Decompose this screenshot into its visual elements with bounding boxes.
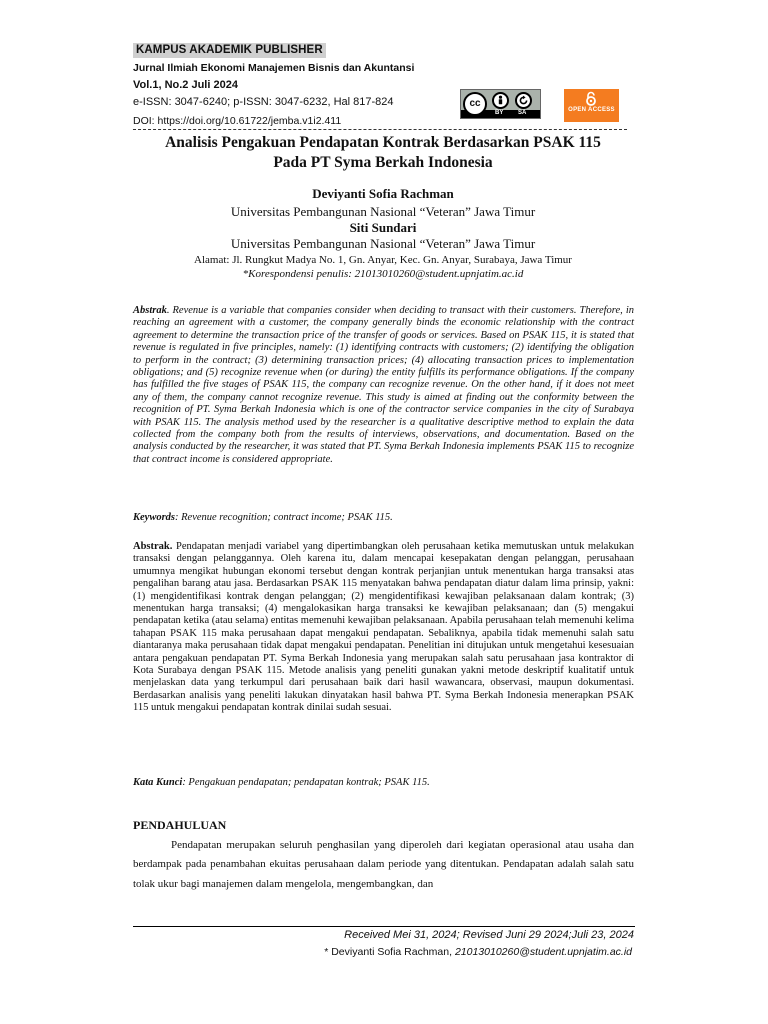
keywords-en-label: Keywords xyxy=(133,512,175,523)
sa-share-alike-icon xyxy=(515,92,532,109)
by-attribution-icon xyxy=(492,92,509,109)
footer-author-email[interactable]: 21013010260@student.upnjatim.ac.id xyxy=(454,946,632,958)
keywords-id-text: : Pengakuan pendapatan; pendapatan kontrak; PSAK 115. xyxy=(182,777,430,788)
open-access-label: OPEN ACCESS xyxy=(568,107,615,113)
author-address: Alamat: Jl. Rungkut Madya No. 1, Gn. Anyar, Kec. Gn. Anyar, Surabaya, Jawa Timur xyxy=(194,254,572,266)
abstract-id-label: Abstrak. xyxy=(133,541,173,552)
abstract-en-label: Abstrak xyxy=(133,305,167,316)
abstract-en-text: . Revenue is a variable that companies consider when deciding to transact with their customers. Therefore, in reaching an agreement with a customer, the company generally binds the economic relationship with the contract agreement to determine the transaction price of the transfer of goods or services. Based on PSAK 115, it is stated that revenue is regulated in five principles, namely: (1) identifying contracts with customers; (2) identifying the obligation to perform in the contract; (3) determining transaction prices; (4) allocating transaction prices to implementation obligations; and (5) recognize revenue when (or during) the entity fulfills its performance obligations. If the company has fulfilled the five stages of PSAK 115, the company can recognize revenue. On the other hand, if it does not meet any of them, the company cannot recognize revenue. This study is aimed at finding out the conformity between the recognition of PT. Syma Berkah Indonesia which is one of the contractor service companies in the city of Surabaya with PSAK 115. The analysis method used by the researcher is a qualitative descriptive method to explain the data collected from the company both from the results of interviews, observations, and documentation. Based on the analysis conducted by the researcher, it was stated that PT. Syma Berkah Indonesia implements PSAK 115 to recognize that contract income is considered appropriate. xyxy=(133,305,634,465)
footer-divider xyxy=(133,926,635,927)
title-line-1: Analisis Pengakuan Pendapatan Kontrak Berdasarkan PSAK 115 xyxy=(165,134,601,151)
journal-name: Jurnal Ilmiah Ekonomi Manajemen Bisnis dan Akuntansi xyxy=(133,62,415,74)
footer-author-contact xyxy=(133,946,632,958)
keywords-indonesian xyxy=(133,777,634,788)
author-name-1: Deviyanti Sofia Rachman xyxy=(312,186,454,201)
abstract-id-text: Pendapatan menjadi variabel yang dipertimbangkan oleh perusahaan ketika memutuskan untuk melakukan transaksi dengan pelanggannya. Oleh karena itu, dalam mencapai kesepakatan dengan pelanggan, perusahaan umumnya mengikat hubungan ekonomi tersebut dengan kontrak perjanjian untuk menentukan harga transaksi atas pengalihan barang atau jasa. Berdasarkan PSAK 115 menyatakan bahwa pendapatan diatur dalam lima prinsip, yakni: (1) mengidentifikasi kontrak dengan pelanggan; (2) mengidentifikasi kewajiban pelaksanaan dalam kontrak; (3) menentukan harga transaksi; (4) mengalokasikan harga transaksi ke kewajiban pelaksanaan; dan (5) mengakui pendapatan ketika (atau selama) entitas memenuhi kewajiban pelaksanaan. Apabila perusahaan telah memenuhi kelima tahapan PSAK 115 maka perusahaan dapat mengakui pendapatan. Sebaliknya, apabila tidak memenuhi salah satu diantaranya maka perusahaan tidak dapat mengakui pendapatan. Penelitian ini ditujukan untuk mengetahui kesesuaian antara pengakuan pendapatan PT. Syma Berkah Indonesia yang merupakan salah satu perusahaan jasa kontraktor di Kota Surabaya dengan PSAK 115. Metode analisis yang peneliti gunakan yakni metode deskriptif kualitatif untuk menjelaskan data yang terkumpul dari perusahaan baik dari hasil wawancara, observasi, maupun dokumentasi. Berdasarkan analisis yang peneliti lakukan dinyatakan hasil bahwa PT. Syma Berkah Indonesia menerapkan PSAK 115 untuk mengakui pendapatan kontrak dinilai sudah sesuai. xyxy=(133,541,634,714)
article-title xyxy=(133,133,633,173)
cc-icon: cc xyxy=(463,92,487,116)
issn-pages: e-ISSN: 3047-6240; p-ISSN: 3047-6232, Hal 817-824 xyxy=(133,96,394,108)
volume-issue: Vol.1, No.2 Juli 2024 xyxy=(133,79,238,91)
publisher-name: KAMPUS AKADEMIK PUBLISHER xyxy=(133,43,326,58)
header-divider xyxy=(133,129,627,130)
received-dates: Received Mei 31, 2024; Revised Juni 29 2024;Juli 23, 2024 xyxy=(344,929,634,941)
abstract-english xyxy=(133,305,634,466)
open-access-badge[interactable] xyxy=(564,89,619,122)
footer-author-name: * Deviyanti Sofia Rachman, xyxy=(324,946,455,958)
open-lock-icon xyxy=(584,91,598,106)
title-line-2: Pada PT Syma Berkah Indonesia xyxy=(273,154,493,171)
keywords-id-label: Kata Kunci xyxy=(133,777,183,788)
author-name-2: Siti Sundari xyxy=(349,220,417,235)
cc-license-badge[interactable] xyxy=(460,89,541,119)
keywords-english xyxy=(133,512,634,523)
doi-link[interactable]: DOI: https://doi.org/10.61722/jemba.v1i2.411 xyxy=(133,115,342,127)
keywords-en-text: : Revenue recognition; contract income; PSAK 115. xyxy=(175,512,393,523)
author-affiliation-1: Universitas Pembangunan Nasional “Veteran” Jawa Timur xyxy=(230,204,536,219)
correspondence-email: *Korespondensi penulis: 21013010260@student.upnjatim.ac.id xyxy=(242,268,524,280)
by-label: BY xyxy=(495,110,504,116)
introduction-paragraph: Pendapatan merupakan seluruh penghasilan yang diperoleh dari kegiatan operasional atau usaha dan berdampak pada penambahan ekuitas perusahaan dalam periode yang ditentukan. Pendapatan adalah salah satu tolak ukur bagi manajemen dalam mengelola, mengembangkan, dan xyxy=(133,839,634,890)
section-heading-introduction: PENDAHULUAN xyxy=(133,818,227,832)
abstract-indonesian xyxy=(133,541,634,715)
author-affiliation-2: Universitas Pembangunan Nasional “Veteran” Jawa Timur xyxy=(230,236,536,251)
sa-label: SA xyxy=(518,110,527,116)
